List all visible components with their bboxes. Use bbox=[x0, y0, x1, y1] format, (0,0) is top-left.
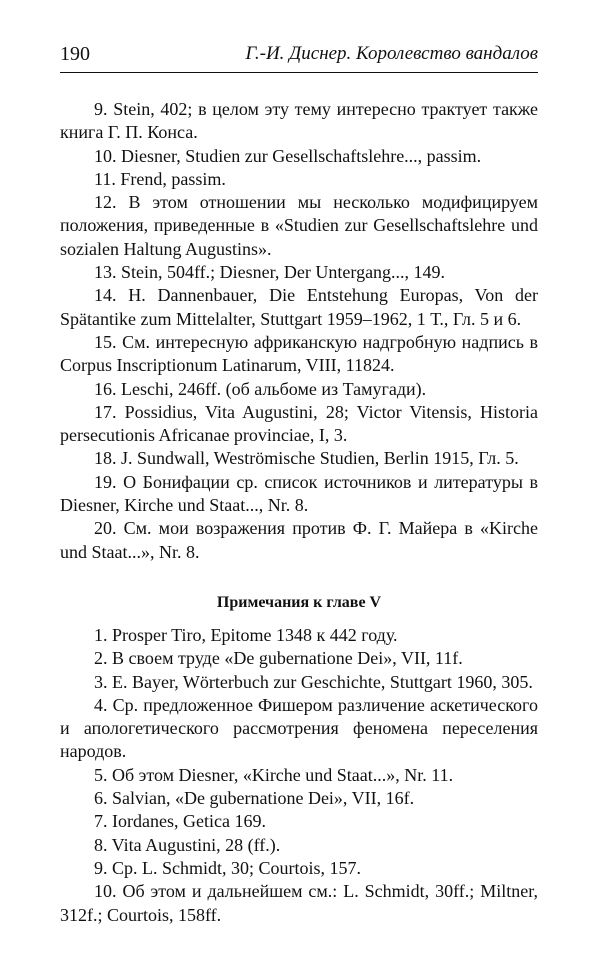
note-item: 7. Iordanes, Getica 169. bbox=[94, 811, 266, 832]
note-item: 9. Ср. L. Schmidt, 30; Courtois, 157. bbox=[94, 857, 362, 878]
note-item: 4. Ср. предложенное Фишером различение аскетического и апологетического рассмотрения феномена переселения народов. bbox=[60, 694, 538, 762]
note-item: 10. Diesner, Studien zur Gesellschaftslehre..., passim. bbox=[94, 145, 482, 166]
note-item: 3. E. Bayer, Wörterbuch zur Geschichte, Stuttgart 1960, 305. bbox=[94, 671, 533, 692]
note-item: 18. J. Sundwall, Weströmische Studien, Berlin 1915, Гл. 5. bbox=[94, 448, 519, 469]
page-header bbox=[60, 42, 538, 73]
note-item: 20. См. мои возражения против Ф. Г. Майера в «Kirche und Staat...», Nr. 8. bbox=[60, 518, 538, 562]
note-item: 16. Leschi, 246ff. (об альбоме из Тамугади). bbox=[94, 378, 427, 399]
note-item: 19. О Бонифации ср. список источников и литературы в Diesner, Kirche und Staat..., Nr. 8. bbox=[60, 471, 538, 516]
running-head: Г.-И. Диснер. Королевство вандалов bbox=[245, 43, 538, 64]
note-item: 13. Stein, 504ff.; Diesner, Der Untergang..., 149. bbox=[94, 262, 446, 283]
note-item: 11. Frend, passim. bbox=[94, 168, 226, 189]
note-item: 9. Stein, 402; в целом эту тему интересно трактует также книга Г. П. Конса. bbox=[60, 99, 538, 143]
note-item: 1. Prosper Tiro, Epitome 1348 к 442 году. bbox=[94, 624, 398, 645]
note-item: 14. H. Dannenbauer, Die Entstehung Europas, Von der Spätantike zum Mittelalter, Stuttgart 1959–1962, 1 Т., Гл. 5 и 6. bbox=[60, 285, 538, 329]
note-item: 6. Salvian, «De gubernatione Dei», VII, 16f. bbox=[94, 788, 415, 809]
note-item: 2. В своем труде «De gubernatione Dei», VII, 11f. bbox=[94, 648, 463, 669]
notes-list-chapter-iv bbox=[60, 98, 538, 564]
notes-body bbox=[60, 98, 538, 927]
note-item: 17. Possidius, Vita Augustini, 28; Victor Vitensis, Historia persecutionis Africanae provinciae, I, 3. bbox=[60, 401, 538, 446]
section-heading: Примечания к главе V bbox=[216, 593, 382, 611]
notes-list-chapter-v bbox=[60, 624, 538, 927]
note-item: 10. Об этом и дальнейшем см.: L. Schmidt, 30ff.; Miltner, 312f.; Courtois, 158ff. bbox=[60, 881, 538, 925]
note-item: 12. В этом отношении мы несколько модифицируем положения, приведенные в «Studien zur Gesellschaftslehre und sozialen Haltung Augustins». bbox=[60, 192, 538, 259]
note-item: 8. Vita Augustini, 28 (ff.). bbox=[94, 834, 281, 855]
page-number: 190 bbox=[60, 43, 90, 65]
note-item: 15. См. интересную африканскую надгробную надпись в Corpus Inscriptionum Latinarum, VIII, 11824. bbox=[60, 331, 538, 376]
note-item: 5. Об этом Diesner, «Kirche und Staat...», Nr. 11. bbox=[94, 764, 454, 785]
